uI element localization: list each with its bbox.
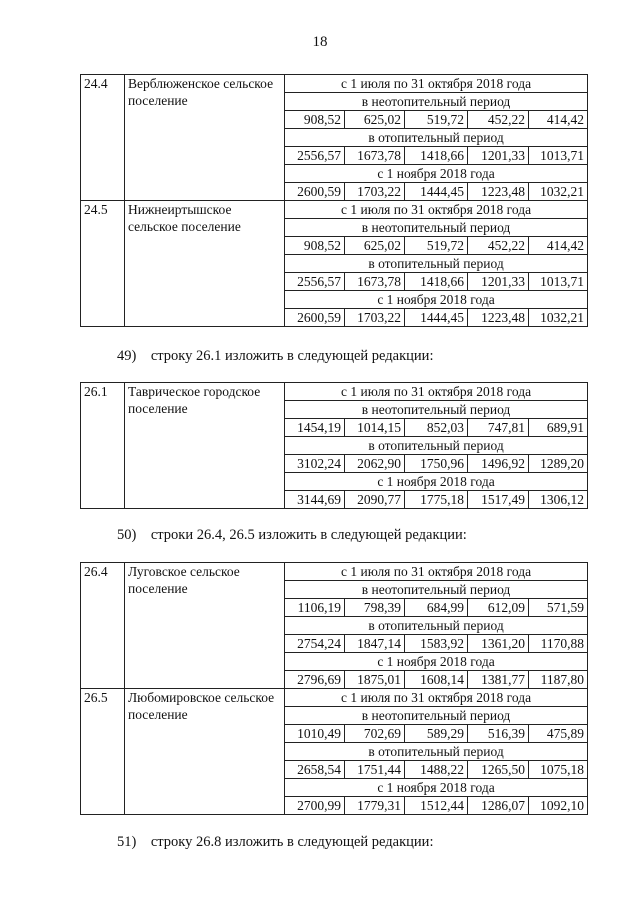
tariff-value: 908,52 bbox=[285, 111, 345, 129]
tariff-value: 1170,88 bbox=[529, 635, 588, 653]
tariff-value: 1496,92 bbox=[468, 455, 529, 473]
tariff-table bbox=[80, 382, 588, 509]
row-code: 26.1 bbox=[81, 383, 125, 509]
tariff-value: 452,22 bbox=[468, 111, 529, 129]
tariff-value: 2796,69 bbox=[285, 671, 345, 689]
tariff-value: 475,89 bbox=[529, 725, 588, 743]
tariff-value: 1847,14 bbox=[345, 635, 405, 653]
period-label-row bbox=[81, 75, 588, 93]
tariff-value: 571,59 bbox=[529, 599, 588, 617]
tariff-value: 2556,57 bbox=[285, 273, 345, 291]
tariff-value: 1444,45 bbox=[405, 309, 468, 327]
tariff-value: 1444,45 bbox=[405, 183, 468, 201]
tariff-value: 2600,59 bbox=[285, 309, 345, 327]
row-code: 26.4 bbox=[81, 563, 125, 689]
tariff-value: 1583,92 bbox=[405, 635, 468, 653]
tariff-value: 1013,71 bbox=[529, 147, 588, 165]
tariff-value: 1703,22 bbox=[345, 183, 405, 201]
paragraph-number: 50) bbox=[117, 527, 137, 543]
row-code: 26.5 bbox=[81, 689, 125, 815]
period-label: в отопительный период bbox=[285, 617, 588, 635]
paragraph-number: 51) bbox=[117, 834, 137, 850]
tariff-value: 689,91 bbox=[529, 419, 588, 437]
tariff-value: 1106,19 bbox=[285, 599, 345, 617]
tariff-value: 612,09 bbox=[468, 599, 529, 617]
tariff-value: 589,29 bbox=[405, 725, 468, 743]
tariff-value: 414,42 bbox=[529, 111, 588, 129]
period-label-row bbox=[81, 689, 588, 707]
period-label-row bbox=[81, 201, 588, 219]
tariff-value: 2090,77 bbox=[345, 491, 405, 509]
tariff-value: 3144,69 bbox=[285, 491, 345, 509]
period-label: с 1 ноября 2018 года bbox=[285, 291, 588, 309]
tariff-value: 2658,54 bbox=[285, 761, 345, 779]
settlement-name: Таврическое городское поселение bbox=[125, 383, 285, 509]
tariff-value: 1673,78 bbox=[345, 273, 405, 291]
settlement-name: Луговское сельское поселение bbox=[125, 563, 285, 689]
tariff-value: 1608,14 bbox=[405, 671, 468, 689]
period-label: с 1 июля по 31 октября 2018 года bbox=[285, 383, 588, 401]
tariff-value: 452,22 bbox=[468, 237, 529, 255]
tariff-value: 702,69 bbox=[345, 725, 405, 743]
tariff-value: 1454,19 bbox=[285, 419, 345, 437]
period-label: с 1 ноября 2018 года bbox=[285, 473, 588, 491]
tariff-value: 625,02 bbox=[345, 111, 405, 129]
tariff-value: 1223,48 bbox=[468, 309, 529, 327]
tariff-value: 747,81 bbox=[468, 419, 529, 437]
tariff-value: 3102,24 bbox=[285, 455, 345, 473]
period-label: в неотопительный период bbox=[285, 707, 588, 725]
paragraph-number: 49) bbox=[117, 348, 137, 364]
paragraph bbox=[117, 348, 433, 365]
settlement-name: Нижнеиртышское сельское поселение bbox=[125, 201, 285, 327]
period-label: в отопительный период bbox=[285, 255, 588, 273]
settlement-name: Любомировское сельское поселение bbox=[125, 689, 285, 815]
tariff-value: 2600,59 bbox=[285, 183, 345, 201]
settlement-name: Верблюженское сельское поселение bbox=[125, 75, 285, 201]
period-label: с 1 июля по 31 октября 2018 года bbox=[285, 689, 588, 707]
paragraph-text: строку 26.1 изложить в следующей редакции: bbox=[150, 348, 434, 364]
tariff-value: 625,02 bbox=[345, 237, 405, 255]
tariff-value: 1032,21 bbox=[529, 183, 588, 201]
period-label: в отопительный период bbox=[285, 129, 588, 147]
paragraph-text: строку 26.8 изложить в следующей редакции: bbox=[150, 834, 434, 850]
tariff-value: 1014,15 bbox=[345, 419, 405, 437]
tariff-value: 1223,48 bbox=[468, 183, 529, 201]
tariff-table bbox=[80, 74, 588, 327]
tariff-value: 1750,96 bbox=[405, 455, 468, 473]
tariff-value: 852,03 bbox=[405, 419, 468, 437]
period-label: с 1 июля по 31 октября 2018 года bbox=[285, 75, 588, 93]
tariff-value: 1673,78 bbox=[345, 147, 405, 165]
tariff-value: 1488,22 bbox=[405, 761, 468, 779]
period-label-row bbox=[81, 563, 588, 581]
period-label: в неотопительный период bbox=[285, 401, 588, 419]
tariff-value: 414,42 bbox=[529, 237, 588, 255]
tariff-value: 908,52 bbox=[285, 237, 345, 255]
paragraph bbox=[117, 834, 433, 851]
period-label: с 1 июля по 31 октября 2018 года bbox=[285, 201, 588, 219]
paragraph-text: строки 26.4, 26.5 изложить в следующей редакции: bbox=[150, 527, 467, 543]
row-code: 24.4 bbox=[81, 75, 125, 201]
tariff-value: 516,39 bbox=[468, 725, 529, 743]
tariff-value: 519,72 bbox=[405, 237, 468, 255]
tariff-value: 1286,07 bbox=[468, 797, 529, 815]
tariff-value: 2062,90 bbox=[345, 455, 405, 473]
tariff-table bbox=[80, 562, 588, 815]
tariff-value: 2700,99 bbox=[285, 797, 345, 815]
period-label: в отопительный период bbox=[285, 743, 588, 761]
tariff-value: 1751,44 bbox=[345, 761, 405, 779]
tariff-value: 1265,50 bbox=[468, 761, 529, 779]
tariff-value: 1512,44 bbox=[405, 797, 468, 815]
period-label: с 1 июля по 31 октября 2018 года bbox=[285, 563, 588, 581]
period-label: с 1 ноября 2018 года bbox=[285, 165, 588, 183]
period-label: в неотопительный период bbox=[285, 93, 588, 111]
tariff-value: 1201,33 bbox=[468, 273, 529, 291]
tariff-value: 1013,71 bbox=[529, 273, 588, 291]
tariff-value: 2556,57 bbox=[285, 147, 345, 165]
period-label: с 1 ноября 2018 года bbox=[285, 653, 588, 671]
tariff-value: 2754,24 bbox=[285, 635, 345, 653]
tariff-value: 1418,66 bbox=[405, 273, 468, 291]
tariff-value: 1381,77 bbox=[468, 671, 529, 689]
tariff-value: 1289,20 bbox=[529, 455, 588, 473]
tariff-value: 1032,21 bbox=[529, 309, 588, 327]
period-label: с 1 ноября 2018 года bbox=[285, 779, 588, 797]
tariff-value: 1306,12 bbox=[529, 491, 588, 509]
period-label: в неотопительный период bbox=[285, 581, 588, 599]
row-code: 24.5 bbox=[81, 201, 125, 327]
tariff-value: 519,72 bbox=[405, 111, 468, 129]
period-label-row bbox=[81, 383, 588, 401]
tariff-value: 1187,80 bbox=[529, 671, 588, 689]
tariff-value: 1075,18 bbox=[529, 761, 588, 779]
tariff-value: 684,99 bbox=[405, 599, 468, 617]
period-label: в отопительный период bbox=[285, 437, 588, 455]
tariff-value: 1361,20 bbox=[468, 635, 529, 653]
page-number: 18 bbox=[312, 34, 328, 50]
tariff-value: 1517,49 bbox=[468, 491, 529, 509]
tariff-value: 1875,01 bbox=[345, 671, 405, 689]
tariff-value: 798,39 bbox=[345, 599, 405, 617]
tariff-value: 1201,33 bbox=[468, 147, 529, 165]
paragraph bbox=[117, 527, 467, 544]
tariff-value: 1092,10 bbox=[529, 797, 588, 815]
tariff-value: 1775,18 bbox=[405, 491, 468, 509]
tariff-value: 1779,31 bbox=[345, 797, 405, 815]
period-label: в неотопительный период bbox=[285, 219, 588, 237]
tariff-value: 1418,66 bbox=[405, 147, 468, 165]
tariff-value: 1703,22 bbox=[345, 309, 405, 327]
tariff-value: 1010,49 bbox=[285, 725, 345, 743]
